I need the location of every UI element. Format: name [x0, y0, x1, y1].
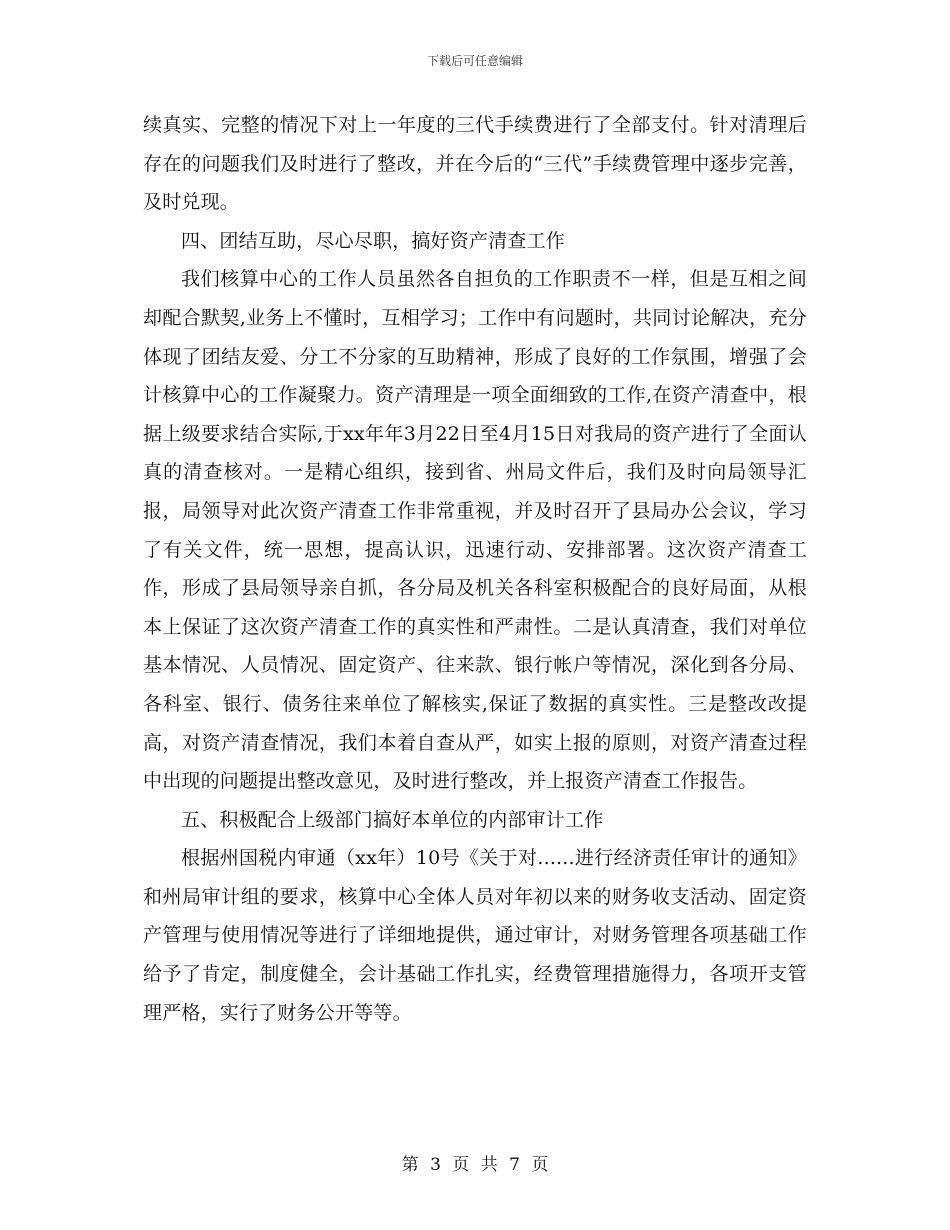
document-body	[143, 106, 807, 1032]
page-number: 第 3 页 共 7 页	[401, 1155, 549, 1175]
paragraph-internal-audit: 根据州国税内审通（xx年）10号《关于对......进行经济责任审计的通知》和州局审计组的要求，核算中心全体人员对年初以来的财务收支活动、固定资产管理与使用情况等进行了详细地提供，通过审计，对财务管理各项基础工作给予了肯定，制度健全，会计基础工作扎实，经费管理措施得力，各项开支管理严格，实行了财务公开等等。	[143, 847, 807, 1024]
section-heading-four: 四、团结互助，尽心尽职，搞好资产清查工作	[181, 229, 566, 252]
section-heading-five: 五、积极配合上级部门搞好本单位的内部审计工作	[181, 808, 604, 831]
paragraph-asset-audit: 我们核算中心的工作人员虽然各自担负的工作职责不一样，但是互相之间却配合默契,业务上不懂时，互相学习；工作中有问题时，共同讨论解决，充分体现了团结友爱、分工不分家的互助精神，形成了良好的工作氛围，增强了会计核算中心的工作凝聚力。资产清理是一项全面细致的工作,在资产清查中，根据上级要求结合实际,于xx年年3月22日至4月15日对我局的资产进行了全面认真的清查核对。一是精心组织，接到省、州局文件后，我们及时向局领导汇报，局领导对此次资产清查工作非常重视，并及时召开了县局办公会议，学习了有关文件，统一思想，提高认识，迅速行动、安排部署。这次资产清查工作，形成了县局领导亲自抓，各分局及机关各科室积极配合的良好局面，从根本上保证了这次资产清查工作的真实性和严肃性。二是认真清查，我们对单位基本情况、人员情况、固定资产、往来款、银行帐户等情况，深化到各分局、各科室、银行、债务往来单位了解核实,保证了数据的真实性。三是整改改提高，对资产清查情况，我们本着自查从严，如实上报的原则，对资产清查过程中出现的问题提出整改意见，及时进行整改，并上报资产清查工作报告。	[143, 268, 807, 793]
page-header-note: 下载后可任意编辑	[426, 54, 523, 68]
paragraph-continued: 续真实、完整的情况下对上一年度的三代手续费进行了全部支付。针对清理后存在的问题我们及时进行了整改，并在今后的“三代”手续费管理中逐步完善，及时兑现。	[143, 114, 807, 214]
